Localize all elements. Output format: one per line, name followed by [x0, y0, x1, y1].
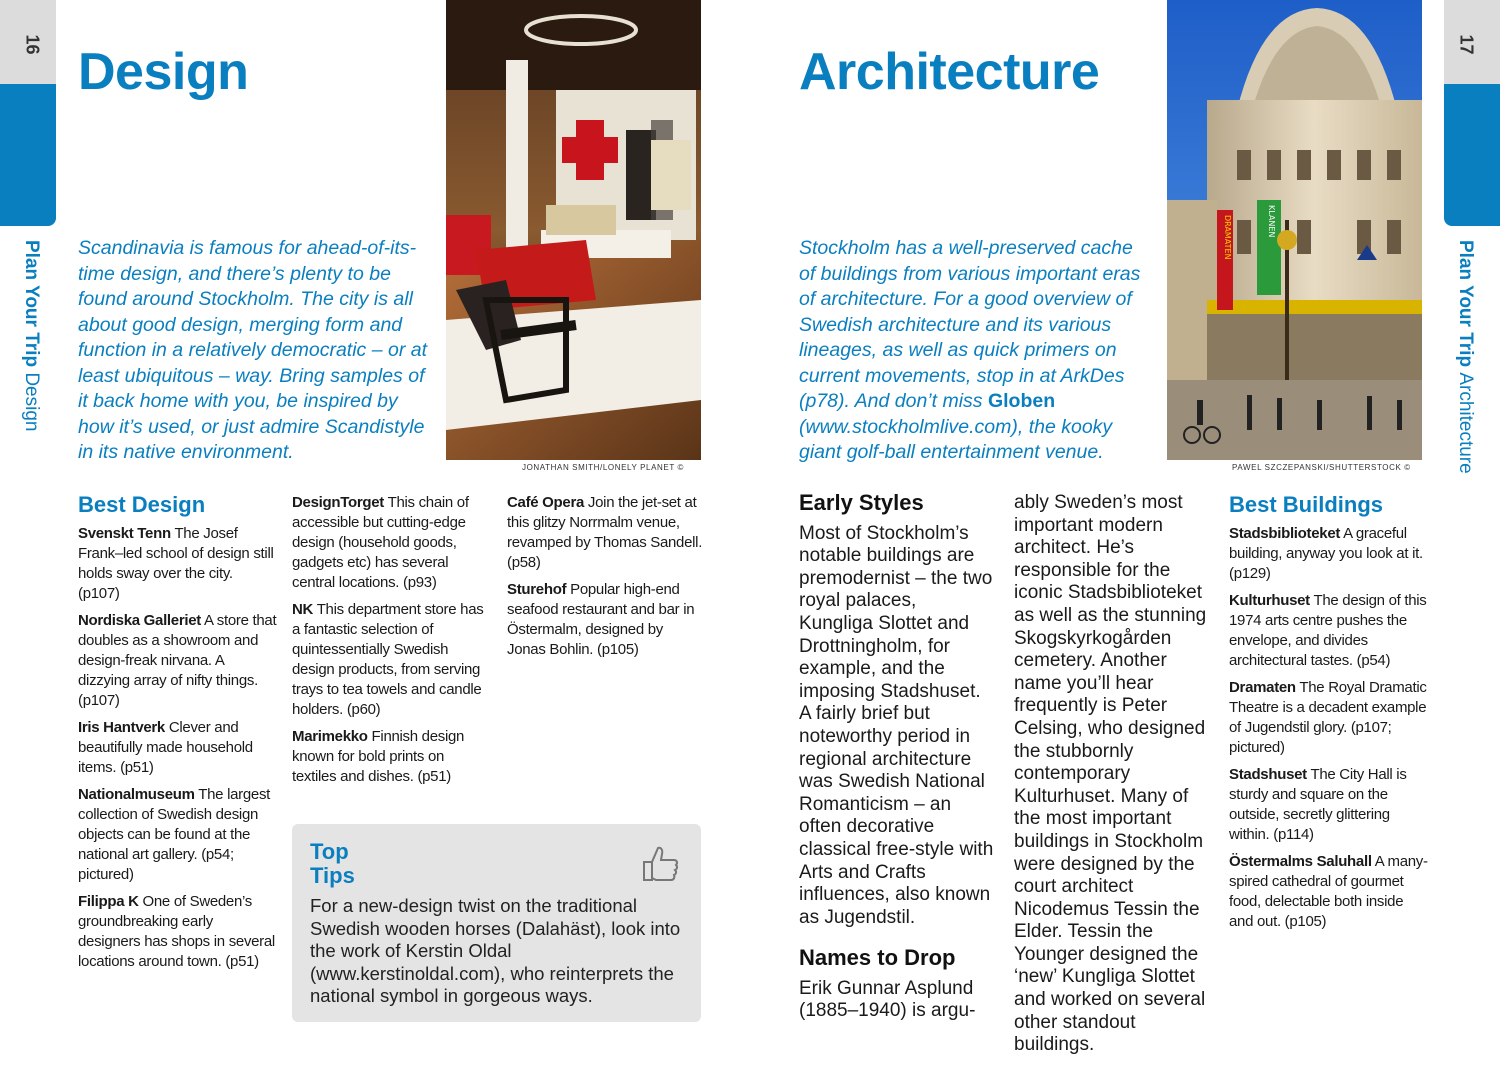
architecture-photo	[1167, 0, 1422, 460]
architecture-photo-credit: PAWEL SZCZEPANSKI/SHUTTERSTOCK ©	[1232, 463, 1411, 472]
top-tips-box	[292, 824, 701, 1022]
page-title-architecture: Architecture	[799, 43, 1100, 101]
right-tab-blue	[1444, 84, 1500, 226]
best-buildings-title: Best Buildings	[1229, 492, 1384, 517]
early-styles-title: Early Styles	[799, 490, 924, 515]
best-design-col3	[507, 493, 705, 667]
early-styles-text: Most of Stockholm’s notable buildings are premodernist – the two royal palaces, Kungliga Slottet and Drottningholm, for example, and the imposing Stadshuset. A fairly brief but noteworthy period in regional architecture was Swedish National Romanticism – an often decorative classical free-style with Arts and Crafts influences, also known as Jugendstil.	[799, 522, 994, 928]
left-tab-blue	[0, 84, 56, 226]
page-number-left: 16	[22, 34, 43, 55]
list-item: Nationalmuseum The largest collection of Swedish design objects can be found at the national art gallery. (p54; pictured)	[78, 786, 271, 883]
names-to-drop-col2	[1014, 492, 1214, 1057]
early-styles-col	[799, 492, 994, 1023]
page-number-right: 17	[1456, 34, 1477, 55]
list-item: NK This department store has a fantastic selection of quintessentially Swedish design products, from serving trays to tea towels and candle holders. (p60)	[292, 601, 484, 718]
side-label-left: Plan Your Trip Design	[21, 240, 42, 432]
list-item: Kulturhuset The design of this 1974 arts centre pushes the envelope, and divides architectural tastes. (p54)	[1229, 592, 1427, 669]
list-item: Nordiska Galleriet A store that doubles as a showroom and design-freak nirvana. A dizzying array of nifty things. (p107)	[78, 612, 277, 709]
best-design-col2	[292, 493, 490, 794]
design-intro: Scandinavia is famous for ahead-of-its-time design, and there’s plenty to be found around Stockholm. The city is all about good design, merging form and function in a relatively democratic – or at least ubiquitous – way. Bring samples of it back home with you, be inspired by how it’s used, or just admire Scandistyle in its native environment.	[78, 237, 428, 463]
best-design-col1	[78, 492, 278, 979]
list-item: DesignTorget This chain of accessible but cutting-edge design (household goods, gadgets etc) has several central locations. (p93)	[292, 494, 469, 591]
list-item: Iris Hantverk Clever and beautifully made household items. (p51)	[78, 719, 253, 776]
svg-text:KLANEN: KLANEN	[1267, 205, 1276, 238]
architecture-intro: Stockholm has a well-preserved cache of buildings from various important eras of architecture. For a good overview of Swedish architecture and its various lineages, as well as quick primers on current movements, stop in at ArkDes (p78). And don’t miss Globen (www.stockholmlive.com), the kooky giant golf-ball entertainment venue.	[799, 237, 1141, 463]
top-tips-text: For a new-design twist on the traditional Swedish wooden horses (Dalahäst), look into the work of Kerstin Oldal (www.kerstinoldal.com), who reinterprets the national symbol in gorgeous ways.	[310, 895, 681, 1007]
list-item: Filippa K One of Sweden’s groundbreaking early designers has shops in several locations around town. (p51)	[78, 893, 275, 970]
names-to-drop-text-2: ably Sweden’s most important modern architect. He’s responsible for the iconic Stadsbiblioteket as well as the stunning Skogskyrkogården cemetery. Another name you’ll hear frequently is Peter Celsing, who designed the stubbornly contemporary Kulturhuset. Many of the most important buildings in Stockholm were designed by the court architect Nicodemus Tessin the Elder. Tessin the Younger designed the ‘new’ Kungliga Slottet and worked on several other standout buildings.	[1014, 492, 1207, 1056]
design-photo-credit: JONATHAN SMITH/LONELY PLANET ©	[522, 463, 684, 472]
list-item: Stadsbiblioteket A graceful building, anyway you look at it. (p129)	[1229, 525, 1423, 582]
names-to-drop-text-1: Erik Gunnar Asplund (1885–1940) is argu-	[799, 977, 976, 1022]
list-item: Marimekko Finnish design known for bold prints on textiles and dishes. (p51)	[292, 728, 465, 785]
top-tips-title: Top Tips	[310, 839, 355, 888]
list-item: Dramaten The Royal Dramatic Theatre is a decadent example of Jugendstil glory. (p107; pictured)	[1229, 679, 1427, 756]
best-buildings-col	[1229, 492, 1429, 939]
thumbs-up-icon	[642, 844, 680, 884]
best-design-title: Best Design	[78, 492, 206, 517]
design-photo	[446, 0, 701, 460]
svg-text:DRAMATEN: DRAMATEN	[1223, 215, 1232, 260]
list-item: Svenskt Tenn The Josef Frank–led school of design still holds sway over the city. (p107)	[78, 525, 274, 602]
list-item: Östermalms Saluhall A many-spired cathedral of gourmet food, delectable both inside and out. (p105)	[1229, 853, 1428, 930]
list-item: Sturehof Popular high-end seafood restaurant and bar in Östermalm, designed by Jonas Bohlin. (p105)	[507, 581, 695, 658]
names-to-drop-title: Names to Drop	[799, 945, 956, 971]
list-item: Café Opera Join the jet-set at this glitzy Norrmalm venue, revamped by Thomas Sandell. (p58)	[507, 494, 703, 571]
side-label-right: Plan Your Trip Architecture	[1455, 240, 1476, 474]
page-title-design: Design	[78, 43, 249, 101]
list-item: Stadshuset The City Hall is sturdy and square on the outside, secretly glittering within. (p114)	[1229, 766, 1407, 843]
